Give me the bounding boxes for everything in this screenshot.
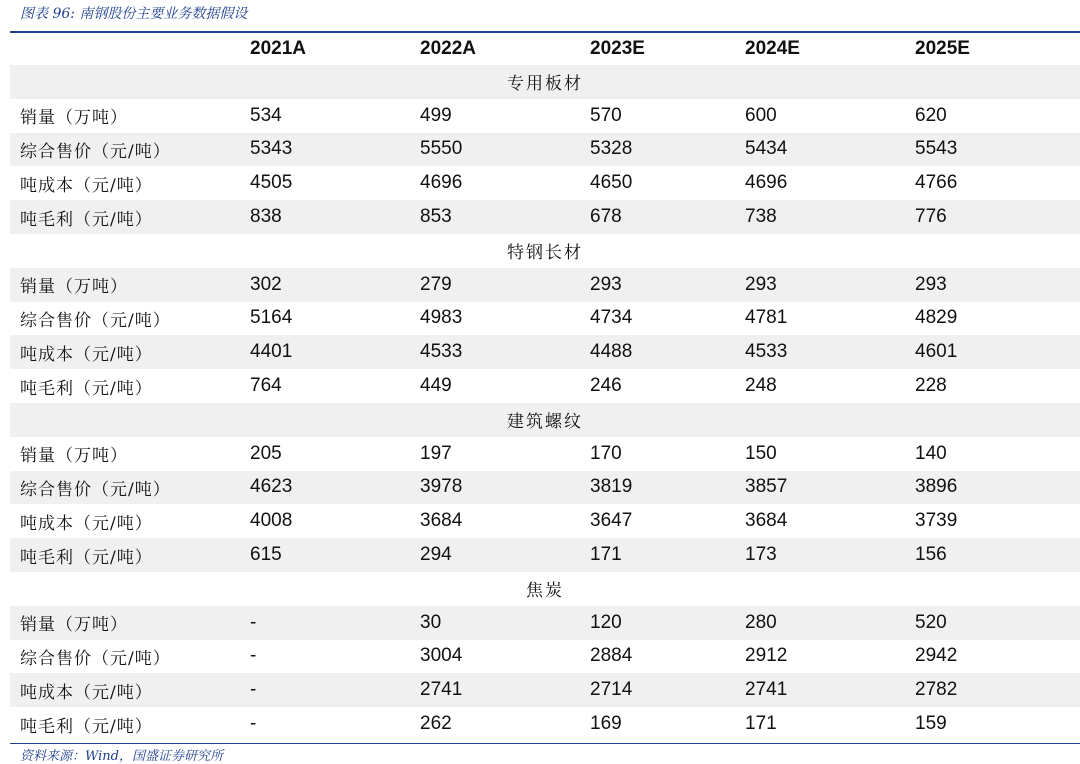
header-row (10, 33, 1080, 65)
value-cell: 3684 (420, 510, 463, 532)
section-header-row (10, 572, 1080, 606)
value-cell: - (250, 713, 257, 735)
value-cell: 4601 (915, 335, 1080, 369)
value-cell: 173 (745, 538, 915, 572)
value-cell: 738 (745, 200, 915, 234)
value-cell: 764 (250, 375, 282, 397)
value-cell: 3819 (590, 471, 745, 505)
section-header-row (10, 234, 1080, 268)
header-cell-2022a: 2022A (420, 38, 476, 59)
value-cell: 150 (745, 442, 777, 464)
bottom-rule (10, 743, 1080, 744)
row-label: 吨成本（元/吨） (20, 175, 153, 196)
value-cell: 615 (250, 538, 420, 572)
value-cell: 5434 (745, 133, 915, 167)
value-cell: 853 (420, 200, 590, 234)
header-cell-label (10, 33, 250, 65)
value-cell: 262 (420, 713, 452, 735)
value-cell: 2741 (745, 673, 915, 707)
row-label: 综合售价（元/吨） (20, 648, 171, 669)
value-cell: 169 (590, 713, 622, 735)
row-label: 吨毛利（元/吨） (10, 538, 250, 572)
section-header-row (10, 403, 1080, 437)
value-cell: 570 (590, 104, 622, 126)
value-cell: 520 (915, 606, 1080, 640)
value-cell: - (250, 606, 420, 640)
value-cell: 449 (420, 375, 452, 397)
value-cell: 246 (590, 375, 622, 397)
value-cell: 293 (590, 268, 745, 302)
value-cell: 4008 (250, 510, 293, 532)
value-cell: 228 (915, 375, 947, 397)
row-label: 吨毛利（元/吨） (20, 378, 153, 399)
value-cell: 3896 (915, 471, 1080, 505)
table-row (10, 538, 1080, 572)
table-row (10, 369, 1080, 403)
value-cell: 4829 (915, 307, 958, 329)
row-label: 吨成本（元/吨） (20, 513, 153, 534)
value-cell: 171 (745, 713, 777, 735)
value-cell: 120 (590, 606, 745, 640)
source-note: 资料来源：Wind，国盛证券研究所 (20, 749, 223, 764)
value-cell: 4734 (590, 307, 633, 329)
value-cell: 4781 (745, 307, 788, 329)
header-cell-2021a: 2021A (250, 38, 306, 59)
value-cell: 4401 (250, 335, 420, 369)
table-row (10, 471, 1080, 505)
section-title: 建筑螺纹 (10, 403, 1080, 437)
value-cell: 4650 (590, 172, 633, 194)
value-cell: 205 (250, 442, 282, 464)
header-cell-2024e: 2024E (745, 38, 800, 59)
value-cell: 620 (915, 104, 947, 126)
value-cell: 4696 (745, 172, 788, 194)
table-row (10, 504, 1080, 538)
table-row (10, 640, 1080, 674)
row-label: 综合售价（元/吨） (10, 471, 250, 505)
table-body (10, 65, 1080, 741)
section-title: 焦炭 (526, 581, 564, 602)
table-row (10, 99, 1080, 133)
value-cell: 3684 (745, 510, 788, 532)
value-cell: 2912 (745, 645, 788, 667)
value-cell: 170 (590, 442, 622, 464)
value-cell: 4533 (745, 335, 915, 369)
table-row (10, 200, 1080, 234)
value-cell: 4505 (250, 172, 293, 194)
value-cell: 3857 (745, 471, 915, 505)
value-cell: 4766 (915, 172, 958, 194)
table-caption: 图表 96: 南钢股份主要业务数据假设 (20, 6, 248, 22)
value-cell: 279 (420, 268, 590, 302)
value-cell: 248 (745, 375, 777, 397)
value-cell: 171 (590, 538, 745, 572)
table-row (10, 133, 1080, 167)
value-cell: 499 (420, 104, 452, 126)
value-cell: 4983 (420, 307, 463, 329)
value-cell: 5328 (590, 133, 745, 167)
row-label: 吨成本（元/吨） (10, 335, 250, 369)
row-label: 吨毛利（元/吨） (10, 200, 250, 234)
section-title: 特钢长材 (507, 243, 583, 264)
value-cell: 140 (915, 442, 947, 464)
value-cell: - (250, 645, 257, 667)
table-row (10, 335, 1080, 369)
value-cell: 5343 (250, 133, 420, 167)
value-cell: 678 (590, 200, 745, 234)
row-label: 吨毛利（元/吨） (20, 716, 153, 737)
row-label: 综合售价（元/吨） (10, 133, 250, 167)
table-row (10, 606, 1080, 640)
section-header-row (10, 65, 1080, 99)
value-cell: 5543 (915, 133, 1080, 167)
value-cell: 2782 (915, 673, 1080, 707)
value-cell: 293 (915, 268, 1080, 302)
value-cell: 293 (745, 268, 915, 302)
value-cell: 30 (420, 606, 590, 640)
value-cell: 534 (250, 104, 282, 126)
value-cell: 280 (745, 606, 915, 640)
value-cell: - (250, 673, 420, 707)
table-row (10, 673, 1080, 707)
value-cell: 838 (250, 200, 420, 234)
row-label: 综合售价（元/吨） (20, 310, 171, 331)
value-cell: 2884 (590, 645, 633, 667)
header-cell-2025e: 2025E (915, 38, 970, 59)
value-cell: 4623 (250, 471, 420, 505)
table-row (10, 437, 1080, 471)
section-title: 专用板材 (10, 65, 1080, 99)
value-cell: 4533 (420, 335, 590, 369)
value-cell: 5164 (250, 307, 293, 329)
value-cell: 197 (420, 442, 452, 464)
data-table (10, 33, 1080, 741)
row-label: 销量（万吨） (20, 108, 128, 129)
value-cell: 5550 (420, 133, 590, 167)
table-row (10, 268, 1080, 302)
value-cell: 3978 (420, 471, 590, 505)
value-cell: 2942 (915, 645, 958, 667)
value-cell: 156 (915, 538, 1080, 572)
value-cell: 600 (745, 104, 777, 126)
value-cell: 2741 (420, 673, 590, 707)
value-cell: 4696 (420, 172, 463, 194)
table-row (10, 166, 1080, 200)
table-row (10, 707, 1080, 741)
value-cell: 3004 (420, 645, 463, 667)
row-label: 销量（万吨） (10, 606, 250, 640)
row-label: 吨成本（元/吨） (10, 673, 250, 707)
header-cell-2023e: 2023E (590, 38, 645, 59)
value-cell: 776 (915, 200, 1080, 234)
row-label: 销量（万吨） (10, 268, 250, 302)
value-cell: 3647 (590, 510, 633, 532)
value-cell: 2714 (590, 673, 745, 707)
value-cell: 4488 (590, 335, 745, 369)
table-row (10, 302, 1080, 336)
row-label: 销量（万吨） (20, 446, 128, 467)
value-cell: 294 (420, 538, 590, 572)
value-cell: 302 (250, 268, 420, 302)
value-cell: 3739 (915, 510, 958, 532)
value-cell: 159 (915, 713, 947, 735)
